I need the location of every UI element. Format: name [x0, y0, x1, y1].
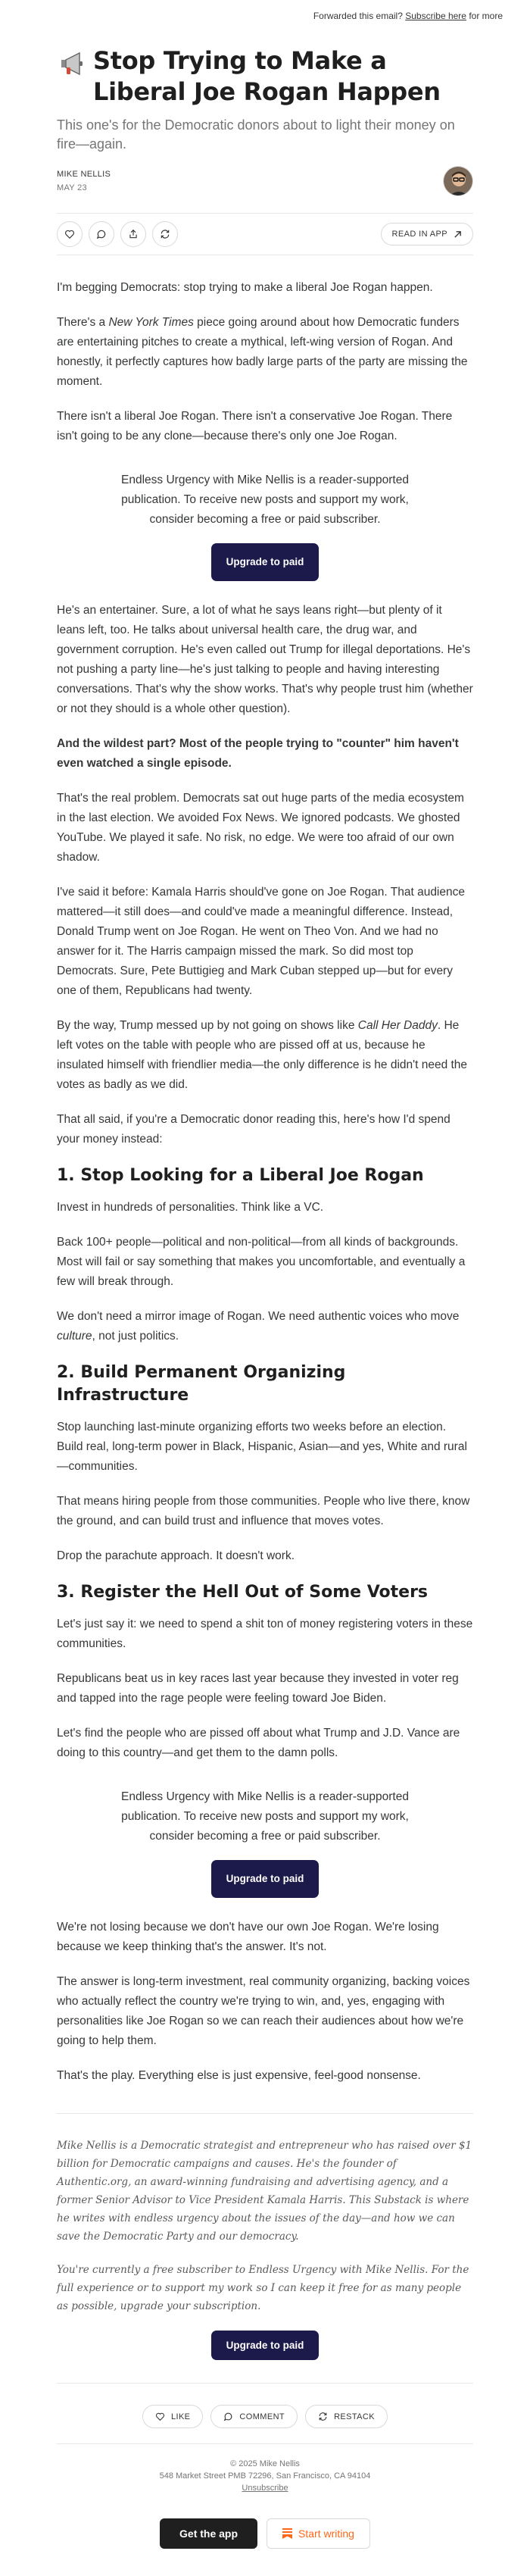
comment-icon: [96, 229, 107, 239]
paragraph: And the wildest part? Most of the people trying to "counter" him haven't even watched a single episode.: [57, 737, 459, 770]
upgrade-to-paid-button[interactable]: Upgrade to paid: [211, 2331, 320, 2360]
restack-icon: [318, 2412, 328, 2421]
post-body: [57, 278, 473, 2086]
unsubscribe-link[interactable]: Unsubscribe: [242, 2484, 288, 2493]
paragraph: He's an entertainer. Sure, a lot of what he says leans right—but plenty of it leans left, too. He talks about universal health care, the drug war, and government corruption. He's even called out Trump for illegal deportations. He's not pushing a party line—he's just talking to people and having interesting conversations. That's why the show works. That's why people trust him (whether or not they should is a whole other question).: [57, 604, 473, 715]
share-icon: [128, 229, 139, 239]
author-bio: [57, 2137, 473, 2315]
paragraph: I'm begging Democrats: stop trying to make a liberal Joe Rogan happen.: [57, 281, 433, 294]
subscribe-widget: [57, 461, 473, 601]
footer: [57, 2443, 473, 2494]
read-in-app-button[interactable]: [381, 223, 473, 245]
paragraph: That's the play. Everything else is just expensive, feel-good nonsense.: [57, 2069, 421, 2082]
paragraph: There's a New York Times piece going around about how Democratic funders are entertaining pitches to create a mythical, left-wing version of Rogan. And honestly, it perfectly captures how badly large parts of the party are missing the moment.: [57, 316, 468, 388]
start-writing-button[interactable]: [267, 2518, 370, 2549]
start-writing-label: Start writing: [298, 2528, 354, 2540]
mailing-address: 548 Market Street PMB 72296, San Francisco, CA 94104: [159, 2471, 371, 2481]
paragraph: We're not losing because we don't have our own Joe Rogan. We're losing because we keep thinking that's the answer. It's not.: [57, 1921, 439, 1953]
app-promo: [57, 2518, 473, 2576]
heart-icon: [155, 2412, 165, 2421]
paragraph: Let's just say it: we need to spend a shit ton of money registering voters in these communities.: [57, 1618, 473, 1650]
social-actions: [57, 2383, 473, 2428]
post-date: MAY 23: [57, 183, 87, 192]
copyright: © 2025 Mike Nellis: [230, 2459, 300, 2468]
comment-pill-button[interactable]: [210, 2405, 298, 2428]
byline: [57, 166, 473, 196]
paragraph: Back 100+ people—political and non-political—from all kinds of backgrounds. Most will fail or say something that makes you uncomfortable, and eventually a few will break through.: [57, 1236, 466, 1288]
bio-upgrade: [57, 2331, 473, 2360]
paragraph: That all said, if you're a Democratic donor reading this, here's how I'd spend your money instead:: [57, 1113, 450, 1146]
forward-suffix: for more: [469, 11, 503, 21]
section-heading: 2. Build Permanent Organizing Infrastructure: [57, 1363, 346, 1405]
like-label: LIKE: [170, 2412, 191, 2421]
section-heading: 1. Stop Looking for a Liberal Joe Rogan: [57, 1166, 424, 1185]
bio-paragraph: You're currently a free subscriber to Endless Urgency with Mike Nellis. For the full experience or to support my work so I can keep it free for as many people as possible, upgrade your subscription.: [57, 2264, 469, 2312]
arrow-up-right-icon: [454, 230, 462, 239]
restack-button[interactable]: [152, 221, 178, 247]
upgrade-to-paid-button[interactable]: Upgrade to paid: [211, 543, 320, 581]
read-in-app-label: READ IN APP: [391, 230, 447, 239]
divider: [57, 2113, 473, 2114]
get-the-app-button[interactable]: Get the app: [160, 2518, 257, 2549]
upgrade-to-paid-button[interactable]: Upgrade to paid: [211, 1860, 320, 1898]
title-row: [57, 45, 473, 108]
post-subtitle: This one's for the Democratic donors about to light their money on fire—again.: [57, 117, 455, 152]
like-pill-button[interactable]: [142, 2405, 203, 2428]
forward-prefix: Forwarded this email?: [313, 11, 403, 21]
comment-icon: [223, 2412, 233, 2421]
like-button[interactable]: [57, 221, 83, 247]
forward-bar: [0, 0, 530, 33]
restack-label: RESTACK: [334, 2412, 376, 2421]
paragraph: Republicans beat us in key races last year because they invested in voter reg and tapped into the rage people were feeling toward Joe Biden.: [57, 1672, 459, 1705]
subscribe-widget: [57, 1778, 473, 1918]
paragraph: By the way, Trump messed up by not going on shows like Call Her Daddy. He left votes on the table with people who are pissed off at us, because he insulated himself with friendlier media—the only difference is he didn't need the votes as badly as we did.: [57, 1019, 468, 1091]
paragraph: The answer is long-term investment, real community organizing, backing voices who actually reflect the country we're trying to win, and, yes, engaging with personalities like Joe Rogan so we can reach their audiences about how we're going to help them.: [57, 1975, 470, 2047]
heart-icon: [64, 229, 75, 239]
paragraph: There isn't a liberal Joe Rogan. There isn't a conservative Joe Rogan. There isn't going to be any clone—because there's only one Joe Rogan.: [57, 410, 453, 442]
share-button[interactable]: [120, 221, 146, 247]
post-container: [57, 45, 473, 2576]
paragraph: I've said it before: Kamala Harris should've gone on Joe Rogan. That audience mattered—it still does—and could've made a meaningful difference. Instead, Donald Trump went on Joe Rogan. He went on Theo Von. And we had no answer for it. The Harris campaign missed the mark. So did most top Democrats. Sure, Pete Buttigieg and Mark Cuban stepped up—but for every one of them, Republicans had twenty.: [57, 886, 465, 997]
subscribe-text: Endless Urgency with Mike Nellis is a reader-supported publication. To receive new posts and support my work, consider becoming a free or paid subscriber.: [121, 474, 409, 526]
paragraph: That's the real problem. Democrats sat out huge parts of the media ecosystem in the last election. We avoided Fox News. We ignored podcasts. We ghosted YouTube. We played it safe. No risk, no edge. We were too afraid of our own shadow.: [57, 792, 464, 864]
avatar[interactable]: [443, 166, 473, 196]
section-heading: 3. Register the Hell Out of Some Voters: [57, 1583, 429, 1602]
subscribe-link[interactable]: Subscribe here: [405, 11, 466, 21]
paragraph: We don't need a mirror image of Rogan. We need authentic voices who move culture, not just politics.: [57, 1310, 460, 1343]
restack-icon: [160, 229, 170, 239]
post-title: Stop Trying to Make a Liberal Joe Rogan Happen: [93, 46, 441, 106]
paragraph: Let's find the people who are pissed off about what Trump and J.D. Vance are doing to this country—and get them to the damn polls.: [57, 1727, 460, 1759]
post-actions: [57, 213, 473, 255]
bio-paragraph: Mike Nellis is a Democratic strategist and entrepreneur who has raised over $1 billion for Democratic campaigns and causes. He's the founder of Authentic.org, an award-winning fundraising and advertising agency, and a former Senior Advisor to Vice President Kamala Harris. This Substack is where he writes with endless urgency about the issues of the day—and how we can save the Democratic Party and our democracy.: [57, 2140, 472, 2243]
paragraph: Stop launching last-minute organizing efforts two weeks before an election. Build real, long-term power in Black, Hispanic, Asian—and yes, White and rural—communities.: [57, 1421, 467, 1473]
restack-pill-button[interactable]: [305, 2405, 388, 2428]
paragraph: Drop the parachute approach. It doesn't work.: [57, 1549, 295, 1562]
author-name[interactable]: MIKE NELLIS: [57, 170, 111, 179]
comment-button[interactable]: [89, 221, 114, 247]
subscribe-text: Endless Urgency with Mike Nellis is a reader-supported publication. To receive new posts and support my work, consider becoming a free or paid subscriber.: [121, 1790, 409, 1843]
megaphone-icon: [57, 48, 87, 79]
comment-label: COMMENT: [239, 2412, 285, 2421]
paragraph: That means hiring people from those communities. People who live there, know the ground, and can build trust and influence that moves votes.: [57, 1495, 470, 1527]
paragraph: Invest in hundreds of personalities. Think like a VC.: [57, 1201, 324, 1214]
